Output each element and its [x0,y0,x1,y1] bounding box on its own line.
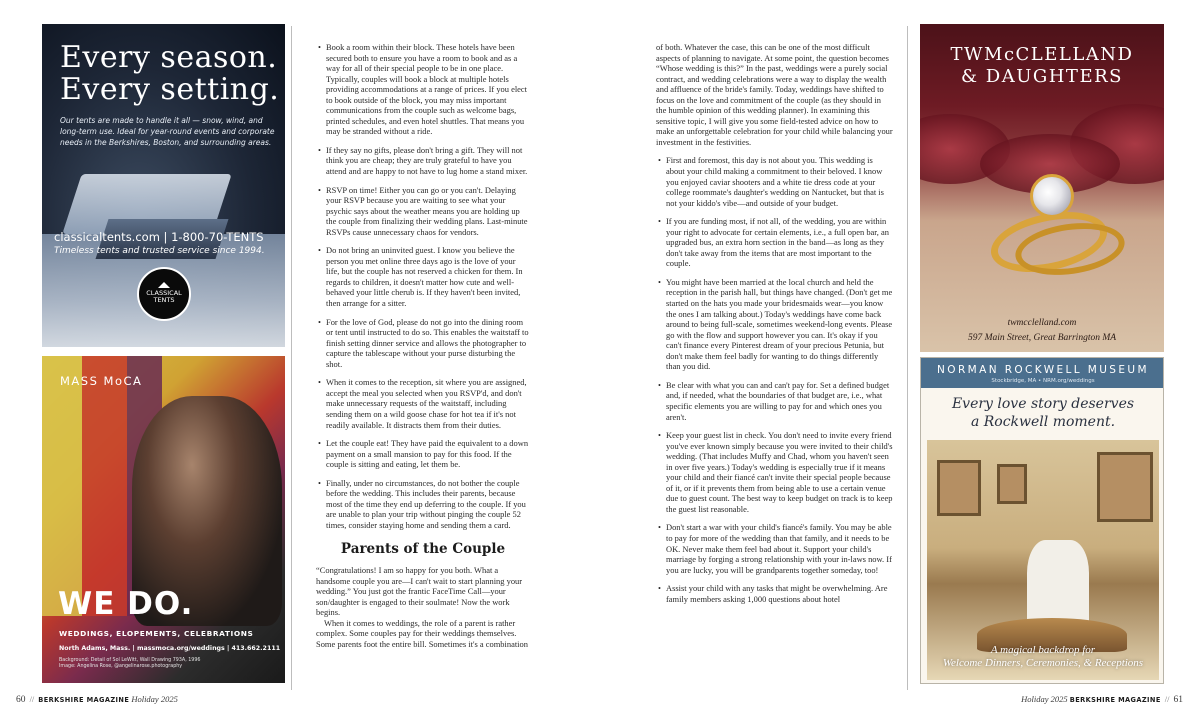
mural-stripe [82,356,127,616]
footer-left [16,694,178,705]
list-item: • Be clear with what you can and can't pay for. Set a defined budget and, if needed, what the boundaries of that budget are, i.e., what specific elements you are willing to pay for and which ones you aren't. [656,380,893,422]
magazine-name: BERKSHIRE MAGAZINE [38,696,130,704]
list-item: • RSVP on time! Either you can go or you can't. Delaying your RSVP because you are waiting to see what your psychic says about the weather means you are holding up the couple from finalizing their wedding plans. Last-minute RSVPs cause unnecessary chaos for vendors. [316,185,530,238]
ad-tagline: Every love story deserves a Rockwell moment. [951,396,1135,430]
diamond-icon [1030,174,1074,218]
issue-name: Holiday 2025 [131,694,178,704]
article-column-1 [316,42,530,649]
ad-address: 597 Main Street, Great Barrington MA [967,333,1117,343]
list-item: • Don't start a war with your child's fiancé's family. You may be able to pay for more of the wedding than that family, and it needs to be OK. Never make them feel bad about it. Support your child's marriage by forging a strong relationship with your in-laws now. If you are lucky, you will be grandparents together someday, too! [656,522,893,575]
tent-logo-icon [158,282,170,288]
ad-header-band [921,358,1164,388]
ad-caption: A magical backdrop for Welcome Dinners, Ceremonies, & Receptions [942,644,1144,669]
list-item: • When it comes to the reception, sit where you are assigned, accept the meal you selected when you RSVP'd, and don't make unnecessary requests of the waitstaff, including sending them on a wild goose chase for hot tea if it's not readily available. It distracts them from their duties. [316,377,530,430]
list-item: • First and foremost, this day is not about you. This wedding is about your child making a commitment to their beloved. I know you enjoyed caviar shooters and a white tie dress code at your college roommate's daughter's wedding on Nantucket, but that is not your kiddo's vibe—and outside of your budget. [656,155,893,208]
article-column-2 [656,42,893,612]
paragraph: When it comes to weddings, the role of a parent is rather complex. Some couples pay for their weddings themselves. Some parents foot the entire bill. Sometimes it's a combination [316,617,528,649]
mass-moca-ad[interactable] [42,356,285,683]
painting-frame [1097,452,1153,522]
mural-stripe [42,356,82,616]
classical-tents-ad[interactable] [42,24,285,347]
ad-url[interactable]: twmcclelland.com [1007,318,1077,328]
list-item: • If they say no gifts, please don't bring a gift. They will not think you are cheap; they are truly grateful to have you attend and are happy to not have to lug home a stand mixer. [316,145,530,177]
list-item: • Book a room within their block. These hotels have been secured both to ensure you have a room to book and as a way for all of their special people to be in one place. Typically, couples will book a block at multiple hotels providing accommodations at a range of prices. If you elect to book outside of the block, you may miss important communications from the couple such as welcome bags, printed schedules, and even hotel shuttles. That means you may be stranded without a ride. [316,42,530,137]
section-heading: Parents of the Couple [340,541,506,558]
page-number: 60 [16,695,26,705]
list-item: • You might have been married at the local church and held the reception in the parish hall, but things have changed. (Don't get me started on the hats you made your bridesmaids wear—you know the ones I am talking about.) Today's weddings have come back around to being full-scale, sometimes weekend-long events. Please go with the flow and support however you can. It's okay if you can't finance every Pinterest dream of your precious Petunia, but don't make them feel badly for wanting to do things differently than you did. [656,277,893,372]
list-item: • Do not bring an uninvited guest. I know you believe the person you met online three days ago is the love of your life, but the couple has not reserved a chicken for them. In regards to children, it doesn't matter how cute and well-behaved your little cherub is. If they haven't been invited, then arrange for a sitter. [316,245,530,308]
paragraph: of both. Whatever the case, this can be one of the most difficult aspects of planning to navigate. At some point, the question becomes “Whose wedding is this?” In the past, weddings were a purely social contract, and wedding celebrations were a way to display the wealth and affluence of the bride's family. Today, weddings have shifted to focus on the love and commitment of the couple (as they should in the humble opinion of this wedding planner). In examining this sensitive topic, I will give you some field-tested advice on how to make an unforgettable celebration for your child while balancing your investment in the festivities. [656,42,893,147]
ad-contact: classicaltents.com | 1-800-70-TENTS [54,230,264,244]
footer-separator: // [29,695,35,704]
norman-rockwell-museum-ad[interactable] [920,357,1164,684]
ad-blurb: Our tents are made to handle it all — snow, wind, and long-term use. Ideal for year-round events and corporate needs in the Berkshires, Boston, and surrounding areas. [60,116,275,147]
painting-frame [937,460,981,516]
footer-right [1021,694,1183,705]
column-divider [291,26,292,690]
jeweler-name: TWMcCLELLAND & DAUGHTERS [950,44,1134,87]
issue-name: Holiday 2025 [1021,694,1068,704]
list-item: • If you are funding most, if not all, of the wedding, you are within your right to advocate for certain elements, i.e., a full open bar, an upgraded bus, an extra horn section in the band—as long as they don't take away from the items that are most important to the couple. [656,216,893,269]
ad-headline: WE DO. [58,586,194,622]
ad-credit: Background: Detail of Sol LeWitt, Wall Drawing 793A, 1996 Image: Angelina Rose, @angelinarose.photography [59,658,201,670]
list-item: • Assist your child with any tasks that might be overwhelming. Are family members asking 1,000 questions about hotel [656,583,893,604]
list-item: • Let the couple eat! They have paid the equivalent to a down payment on a small mansion to pay for this food. If the couple is sitting and eating, let them be. [316,438,530,470]
ad-headline: Every season. Every setting. [60,40,280,107]
ad-tagline: Timeless tents and trusted service since 1994. [54,246,265,256]
ad-subtitle: Stockbridge, MA • NRM.org/weddings [991,378,1095,384]
ad-contact: North Adams, Mass. | massmoca.org/weddings | 413.662.2111 [59,645,281,652]
paragraph: “Congratulations! I am so happy for you both. What a handsome couple you are—I can't wait to start planning your wedding.” You just got the frantic FaceTime Call—your son/daughter is engaged to their soulmate! Now the work begins. [316,564,523,618]
list-item: • For the love of God, please do not go into the dining room or tent until instructed to do so. This enables the waitstaff to finish setting dinner service and allows the photographer to capture the tablescape without your purse disturbing the shot. [316,317,530,370]
ad-brand: MASS MoCA [60,374,143,388]
twmcclelland-ad[interactable] [920,24,1164,352]
ad-title: NORMAN ROCKWELL MUSEUM [937,364,1149,376]
painting-frame [997,464,1027,504]
magazine-name: BERKSHIRE MAGAZINE [1069,696,1161,704]
footer-separator: // [1164,695,1170,704]
list-item: • Keep your guest list in check. You don't need to invite every friend you've ever known simply because you were invited to their child's wedding. (That includes Muffy and Chad, whom you haven't seen in over five years.) Today's wedding is especially true if it means your child and their fiancé can't invite their special people because of it, or if it prevents them from being able to use a certain venue due to guest count. The best way to keep budget on track is to keep the guest list reasonable. [656,430,893,514]
ad-subhead: WEDDINGS, ELOPEMENTS, CELEBRATIONS [59,629,254,638]
page-number: 61 [1173,695,1183,705]
classical-tents-logo: CLASSICAL TENTS [137,267,191,321]
column-divider [907,26,908,690]
list-item: • Finally, under no circumstances, do not bother the couple before the wedding. This includes their parents, because most of the time they end up deferring to the couple. If you are unable to plan your trip without pinging the couple 52 times, consider staying home and sending them a card. [316,478,530,531]
